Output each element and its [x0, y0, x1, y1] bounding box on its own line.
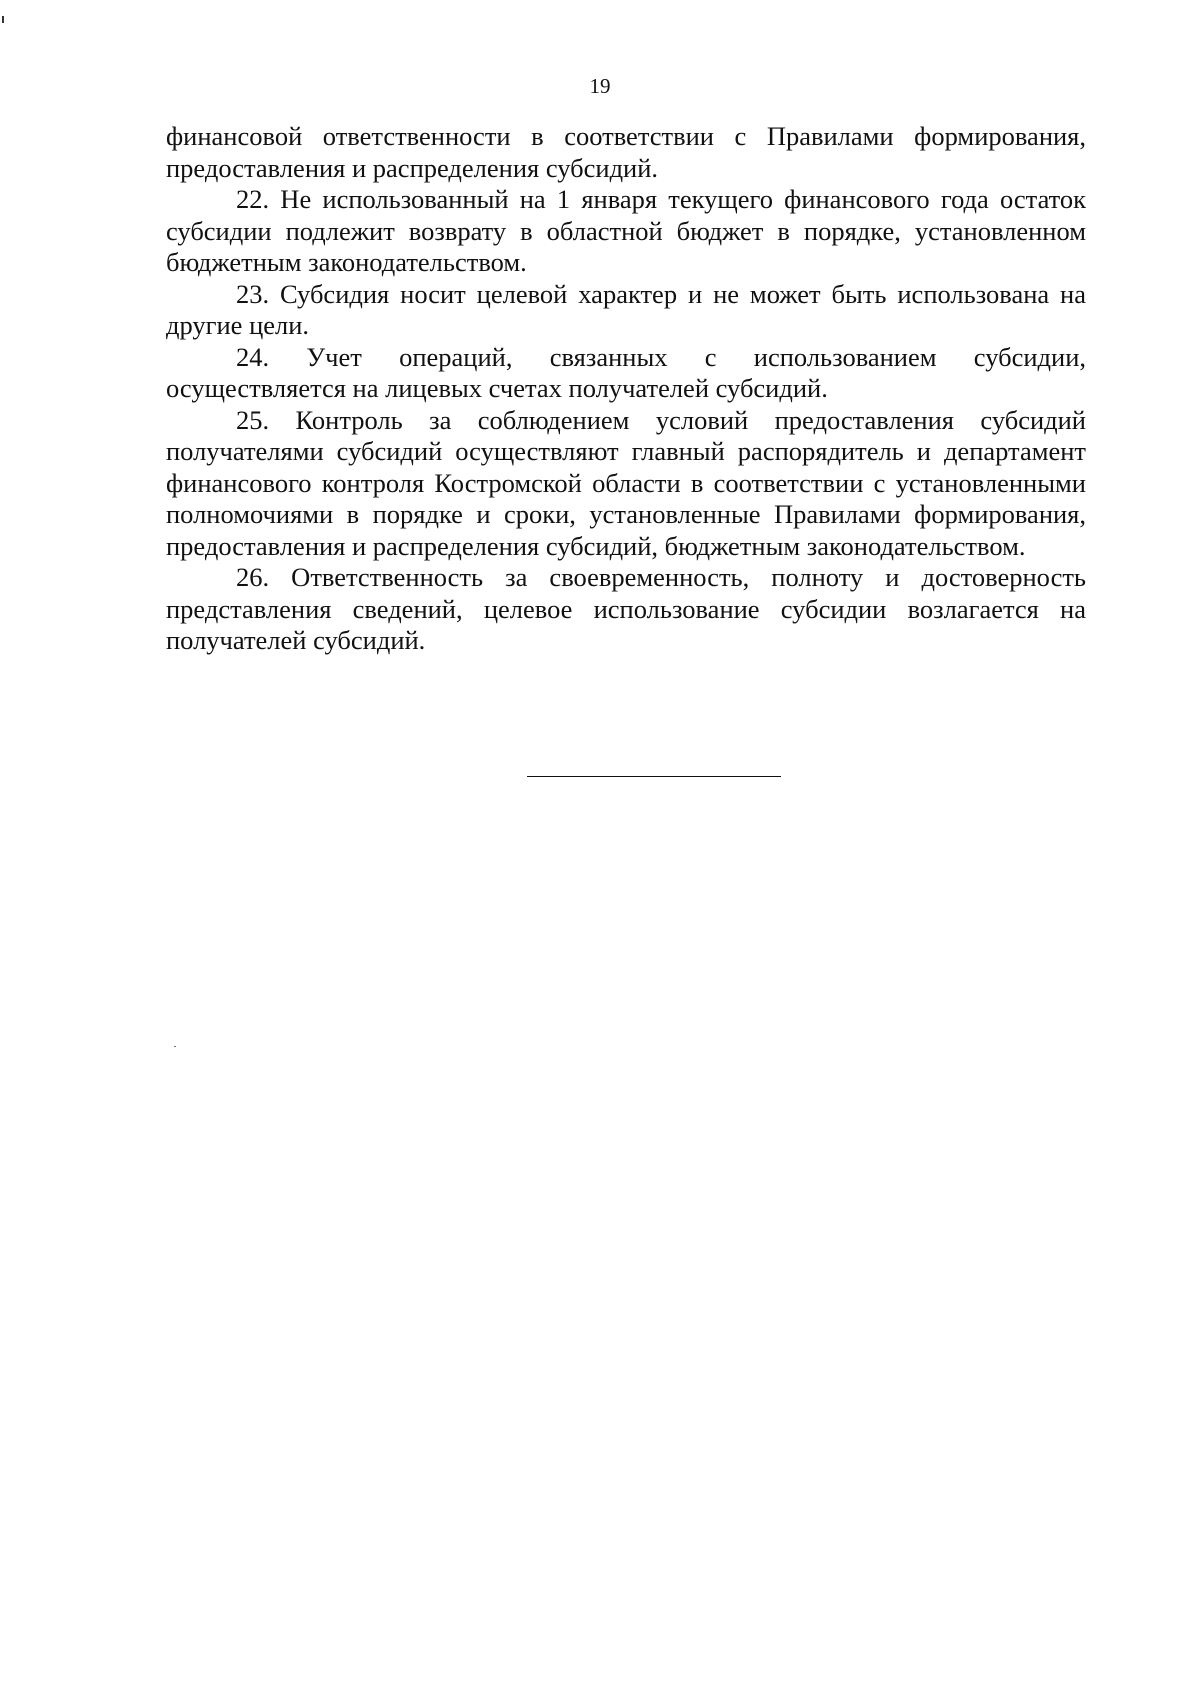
paragraph-24: 24. Учет операций, связанных с использованием субсидии, осуществляется на лицевых счетах получателей субсидий. — [166, 341, 1086, 403]
paragraph-22: 22. Не использованный на 1 января текущего финансового года остаток субсидии подлежит возврату в областной бюджет в порядке, установленном бюджетным законодательством. — [166, 184, 1086, 277]
document-body — [166, 121, 1086, 657]
paragraph-25: 25. Контроль за соблюдением условий предоставления субсидий получателями субсидий осуществляют главный распорядитель и департамент финансового контроля Костромской области в соответствии с установленными полномочиями в порядке и сроки, установленные Правилами формирования, предоставления и распределения субсидий, бюджетным законодательством. — [166, 404, 1086, 561]
paragraph-continuation: финансовой ответственности в соответствии с Правилами формирования, предоставления и распределения субсидий. — [166, 121, 1086, 183]
scan-mark — [2, 16, 4, 23]
paragraph-26: 26. Ответственность за своевременность, полноту и достоверность представления сведений, целевое использование субсидии возлагается на получателей субсидий. — [166, 562, 1086, 655]
scan-mark — [174, 1046, 176, 1047]
page-number: 19 — [589, 74, 611, 98]
end-of-document-rule — [527, 776, 781, 777]
paragraph-23: 23. Субсидия носит целевой характер и не может быть использована на другие цели. — [166, 278, 1086, 340]
